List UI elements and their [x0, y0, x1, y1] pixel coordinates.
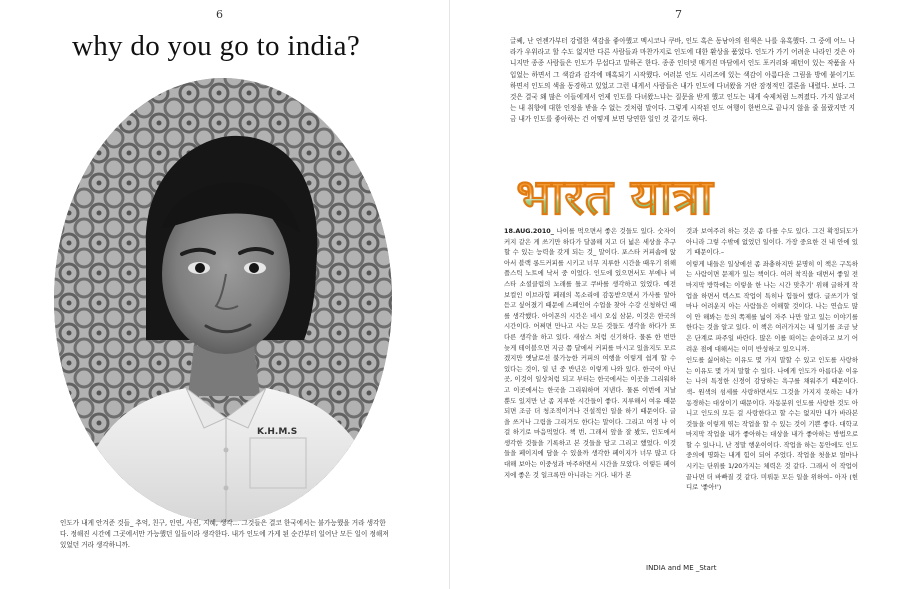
- intro-paragraph: 글쎄, 난 언젠가부터 강렬한 색감을 좋아했고 멕시코나 쿠바, 인도 혹은 동남아의 원색은 나를 유혹했다. 그 중에 어느 나라가 우위라고 할 수도 없지만 다른 사람들과 마찬가지로 인도에 대한 환상을 품었다. 인도가 가기 어려운 나라인 것은 아니지만 종종 사람들은 인도가 무섭다고 말하곤 한다. 종종 인터넷 매거진 마담에서 인도 포커리와 패턴이 있는 작품을 사 입었는 하면서 그 색감과 감각에 매혹되기 시작했다. 여러분 인도 시리즈에 있는 색감이 아름다운 그림을 방에 붙이기도 하면서 인도의 색을 동경하고 있었고 그런 내게서 사람들은 내가 인도에 다녀왔을 거란 잠정적인 결론을 내렸다. 보다. 그것은 결국 왜 많은 이들에게서 언제 인도를 다녀왔느냐는 질문을 받게 했고 인도는 내게 숙제처럼 느껴졌다. 가지 않고서는 내 취향에 대한 인정을 받을 수 없는 것처럼 말이다. 그렇게 시작된 인도 여행이 한번으로 끝나지 않을 줄 몰랐지만 지금 내가 인도를 좋아하는 건 어떻게 보면 당연한 일인 것 같기도 하다.: [510, 37, 855, 124]
- hindi-title-text: भारत यात्रा: [516, 168, 713, 222]
- page-number-left: 6: [216, 8, 223, 21]
- column-1-paragraph: [504, 226, 676, 480]
- hindi-title-graphic: [512, 166, 852, 222]
- left-page: [0, 0, 449, 589]
- column-2-paragraph-1: 것과 보여주려 하는 것은 좀 다를 수도 있다. 그건 확정되도가 아니라 그렇 수밖에 없었던 일이다. 가장 중요한 건 내 안에 있기 때문이다.–: [686, 227, 858, 257]
- girl-portrait-illustration: [54, 78, 392, 522]
- page-title: why do you go to india?: [72, 30, 361, 62]
- body-column-1: [504, 226, 676, 480]
- column-2-paragraph-3: 인도를 싫어하는 이유도 몇 가지 말할 수 있고 인도를 사랑하는 이유도 몇 가지 말할 수 있다. 나에게 인도가 아름다운 이유는 나의 특정한 신경이 감당하는 욕구를 채워주기 때문이다. 색– 원색의 섬세를 사랑하면서도 그것을 가지지 못하는 내가 동경하는 대상이기 때문이다. 자동분위 인도를 사랑한 것도 아니고 인도의 모든 걸 사랑한다고 할 수는 없지만 내가 바라본 것들을 이렇게 엮는 작업을 할 수 있는 것이 기쁜 좋다. 대학교 마지막 작업을 내가 좋아하는 대상을 내가 좋아하는 방법으로 할 수 있나니, 난 정말 행운이이다. 작업을 하는 동안에도 인도 중의에 명화는 내게 힘이 되어 주었다. 작업을 첫을보 얼마나 시키는 단위를 1/20가지는 체력은 것 같다. 그래서 이 작업이 끝나면 더 바빠질 것 같다. 미뤄둔 모든 일을 위하여– 아자 (힌디로 '좋아!'): [686, 356, 858, 492]
- right-page: [450, 0, 899, 589]
- page-footer: INDIA and ME _Start: [646, 564, 717, 572]
- left-caption: 인도가 내게 안겨준 것들_ 추억, 친구, 인연, 사진, 지혜, 생각… 그것들은 결코 한국에서는 불가능했을 거라 생각한다. 정해진 시간에 그곳에서만 가능했던 일들이라 생각한다. 내가 인도에 가게 된 순간부터 일어난 모든 일이 정해져 있었던 거라 생각하니까.: [60, 519, 389, 549]
- shirt-badge-text: K.H.M.S: [257, 427, 298, 437]
- entry-date: 18.AUG.2010_: [504, 227, 554, 235]
- column-1-text: 나이를 먹으면서 좋은 것들도 있다. 숫자이 커지 같은 게 쓰기만 하다가 달콤해 지고 더 넓은 세상을 추구할 수 있는 능력을 갖게 되는 것_ 말이다. 포스타 커피숍에 앉아서 블랙 롱드커피를 시키고 너무 지루한 시간을 때우기 위해 플스틱 노트에 낙서 중 이었다. 인도에 있으면서도 부에나 비스타 소셜클럽의 노래를 틀고 쿠바를 생각하고 있었다. 예전 보컬인 이브라힘 페레의 목소리에 감동받으면서 가사를 알아듣고 싶어졌기 때문에 스페인어 수업을 찾아 수강 신청하던 때를 생각했다. 아이폰의 시간은 네시 오십 삼분, 이것은 한국의 시간이다. 어쩌면 만나고 사는 모든 것들도 생각을 하다가 또 다른 생각을 하고 있다. 새삼스 처럼 신기하다. 물론 한 번만 늦게 테이블으면 지금 쯤 달에서 커피를 마시고 있을지도 모르겠지만 옛날로선 불가능한 커피의 여행을 이렇게 쉽게 할 수 있다는 것이, 일 년 중 반년은 이렇게 나와 있다. 한국이 아닌 곳, 이것이 일상처럼 되고 부터는 한국에서는 이곳을 그리워하고 이곳에서는 한국을 그리워하며 지낸다. 물론 이번에 지날 뿐도 있지만 난 좀 지루한 시간들이 좋다. 지루해서 여유 때문 되면 조금 더 청조적이거나 건설적인 일을 하기 때문이다. 글을 쓰거나 그림을 그리거도 한다는 말이다. 그리고 여정 나 이걸 하기로 마음먹었다. 책 번, 그래서 앞을 잘 봤도, 인도에서 생각한 것들을 기록하고 본 것들을 담고 그리고 했었다. 이것들을 페이지에 담을 수 있을까 생각한 페이지가 너무 많고 다 대해 보아는 이중성과 마주하면서 시간을 모았다. 이렇든 페이지에 좋은 것 일크록만 아니라는 거다. 내가 본: [504, 227, 676, 479]
- page-number-right: 7: [675, 8, 682, 21]
- oval-portrait-photo: [54, 78, 392, 522]
- column-2-paragraph-2: 이렇게 내들은 일상에선 좀 좌충하지만 분명히 이 책은 구독하는 사람이면 문제가 있는 책이다. 여러 착직을 대변서 좋일 전 마지막 방학에는 이렇을 한 나는 시간 맞추기' 위해 글하게 작업을 하면서 텍스트 작업이 특히나 힘들어 했다. 글쓰기가 얼마나 어려운지 아는 사람들은 이해할 것이다. 나는 연습도 많이 안 해봐는 등의 쪽제를 넓이 자주 나만 알고 있는 이야기를 한다는 것을 알고 있다. 이 책은 여러가지는 내 일기를 조금 낮은 단계로 파주일 바란다. 많은 이를 떠이는 순이라고 보기 어려운 점에 대해서는 이미 반성하고 있으니까.: [686, 259, 858, 353]
- body-column-2: [686, 226, 858, 493]
